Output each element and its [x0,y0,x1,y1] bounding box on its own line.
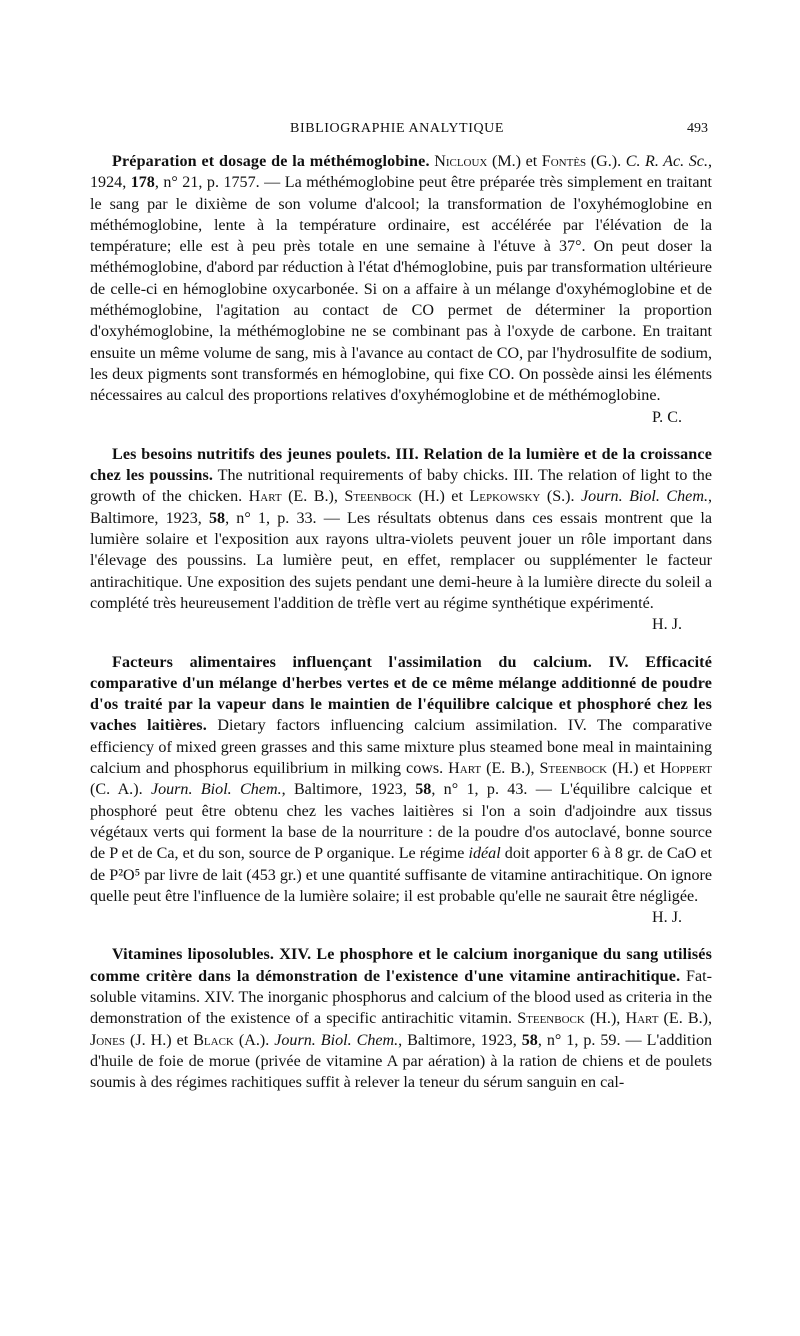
author-name: Hart [248,488,282,506]
article-body-italic: idéal [468,845,501,863]
author-name: Lepkowsky [469,488,541,506]
author-name: Nicloux [434,153,488,170]
reference: , n° 21, p. 1757. — [154,174,285,192]
author-initials: (H.), [584,1010,626,1028]
article-paragraph [90,944,712,1093]
article-paragraph [90,151,713,426]
author-initials: (E. B.), [481,760,540,778]
english-title: Fat-soluble vitamins. XIV. The inorganic phosphorus and calcium of the blood used as criteria in the demonstration of the existence of a specific antirachitic vitamin. [90,967,712,1028]
journal-name: Journ. Biol. Chem. [150,781,282,799]
author-initials: (J. H.) et [125,1031,194,1049]
running-head [90,118,712,142]
journal-name: Journ. Biol. Chem. [581,488,708,506]
author-name: Hoppert [660,760,712,778]
author-initials: (C. A.). [90,781,151,799]
journal-name: Journ. Biol. Chem. [274,1031,399,1049]
article-title: Facteurs alimentaires influençant l'assimilation du calcium. IV. Efficacité comparative d'un mélange d'herbes vertes et de ce même mélange additionné de poudre d'os traité par la vapeur dans le maintien de l'équilibre calcique et phosphoré chez les vaches laitières. [90,653,712,735]
author-initials: (A.). [233,1031,275,1049]
article-paragraph [90,444,712,614]
article-title: Les besoins nutritifs des jeunes poulets. III. Relation de la lumière et de la croissance chez les poussins. [90,445,712,485]
reference: , Baltimore, 1923, [90,488,712,527]
article-2 [90,444,712,636]
volume-number: 58 [208,509,226,527]
author-initials: (H.) et [412,488,470,506]
page [90,118,712,1109]
article-title: Vitamines liposolubles. XIV. Le phosphore et le calcium inorganique du sang utilisés comme critère dans la démonstration de l'existence d'une vitamine antirachitique. [90,946,712,985]
article-title: Préparation et dosage de la méthémoglobine. [112,153,430,170]
author-initials: (M.) et [487,153,542,170]
reference: , Baltimore, 1923, [281,781,416,799]
author-initials: (G.). [586,153,626,170]
article-3 [90,652,712,929]
author-initials: (E. B.), [281,488,345,506]
volume-number: 178 [130,174,155,192]
article-body: Les résultats obtenus dans ces essais montrent que la lumière solaire et l'exposition aux rayons ultra-violets peuvent jouer un rôle important dans l'élevage des poussins. La lumière peut, en effet, remplacer ou supplémenter le facteur antirachitique. Une exposition des sujets pendant une demi-heure à la lumière directe du soleil a complété très heureusement l'addition de trèfle vert au régime synthétique expérimenté. [90,509,712,612]
running-head-title: BIBLIOGRAPHIE ANALYTIQUE [290,121,505,136]
author-initials: (H.) et [607,760,661,778]
signature: H. J. [652,616,682,634]
reference: , 1924, [90,153,712,192]
volume-number: 58 [415,781,432,799]
author-name: Hart [448,760,482,778]
page-number: 493 [687,121,708,136]
signature: H. J. [652,909,682,927]
journal-name: C. R. Ac. Sc. [625,153,708,170]
author-name: Hart [625,1010,659,1028]
article-4 [90,944,712,1093]
article-paragraph [90,652,713,927]
author-name: Black [193,1031,234,1049]
english-title: The nutritional requirements of baby chicks. III. The relation of light to the growth of the chicken. [90,467,712,506]
article-body: La méthémoglobine peut être préparée très simplement en traitant le sang par le dixième de son volume d'alcool; la transformation de l'oxyhémoglobine en méthémoglobine, lente à la température ordinaire, est accélérée par l'élévation de la température; elle est à peu près totale en une semaine à l'étuve à 37°. On peut doser la méthémoglobine, d'abord par réduction à l'état d'hémoglobine, puis par transformation ultérieure de celle-ci en hémoglobine oxycarbonée. Si on a affaire à un mélange d'oxyhémoglobine et de méthémoglobine, l'agitation au contact de CO permet de déterminer la proportion d'oxyhémoglobine, la méthémoglobine ne se combinant pas à l'oxyde de carbone. En traitant ensuite un même volume de sang, mis à l'avance au contact de CO, par l'hydrosulfite de sodium, les deux pigments sont transformés en hémoglobine, qui fixe CO. On possède ainsi les éléments nécessaires au calcul des proportions relatives d'oxyhémoglobine et de méthémoglobine. [90,174,713,405]
article-body: L'équilibre calcique et phosphoré peut être obtenu chez les vaches laitières si l'on a soin d'adjoindre aux tissus végétaux verts qui forment la base de la nourriture : de la poudre d'os autoclavé, bonne source de P et de Ca, et du son, source de P organique. Le régime [90,781,713,863]
author-name: Steenbock [517,1010,585,1028]
article-body: L'addition d'huile de foie de morue (privée de vitamine A par aération) à la ration de chiens et de poulets soumis à des régimes rachitiques suffit à relever la teneur du sérum sanguin en cal- [90,1031,713,1092]
article-1 [90,151,712,428]
author-initials: (E. B.), [658,1010,713,1028]
article-body: doit apporter 6 à 8 gr. de CaO et de P²O⁵ par livre de lait (453 gr.) et une quantité suffisante de vitamine antirachitique. On ignore quelle peut être l'influence de la lumière solaire; il est probable qu'elle ne saurait être négligée. [90,845,713,905]
author-name: Jones [90,1031,125,1049]
author-name: Steenbock [539,760,608,778]
signature: P. C. [652,408,682,426]
volume-number: 58 [521,1031,538,1049]
reference: , n° 1, p. 33. — [225,509,348,527]
author-initials: (S.). [540,488,582,506]
english-title: Dietary factors influencing calcium assimilation. IV. The comparative efficiency of mixed green grasses and this same mixture plus steamed bone meal in maintaining calcium and phosphorus equilibrium in milking cows. [90,717,712,778]
reference: , Baltimore, 1923, [398,1031,522,1049]
author-name: Steenbock [344,488,412,506]
author-name: Fontès [541,153,587,170]
reference: , n° 1, p. 43. — [431,781,561,799]
reference: , n° 1, p. 59. — [537,1031,647,1049]
